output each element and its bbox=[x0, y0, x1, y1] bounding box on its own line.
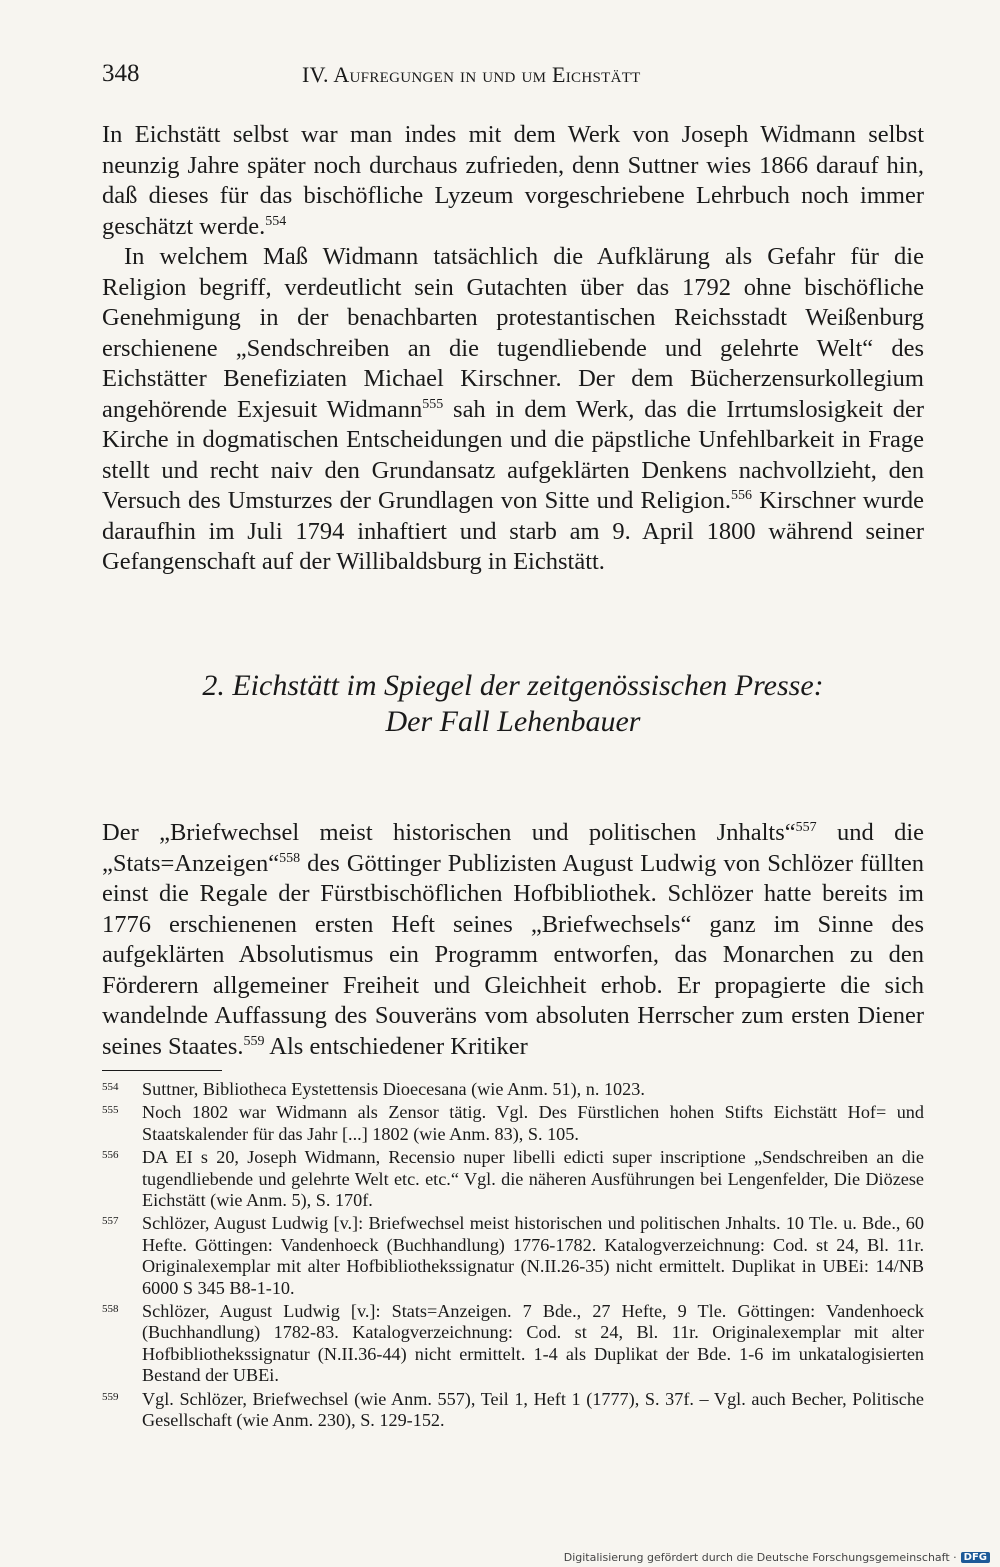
credit-text: Digitalisierung gefördert durch die Deutsche Forschungsgemeinschaft · bbox=[563, 1551, 957, 1564]
footnote bbox=[102, 1102, 924, 1145]
footnote-ref[interactable]: 559 bbox=[243, 1033, 265, 1049]
paragraph: In Eichstätt selbst war man indes mit dem Werk von Joseph Widmann selbst neunzig Jahre später noch durchaus zufrieden, denn Suttner wies 1866 darauf hin, daß dieses für das bischöfliche Lyzeum vorgeschriebene Lehrbuch noch immer geschätzt werde.$^{554}$ bbox=[102, 121, 924, 240]
dfg-logo: DFG bbox=[961, 1552, 990, 1563]
footnote-text: Vgl. Schlözer, Briefwechsel (wie Anm. 557), Teil 1, Heft 1 (1777), S. 37f. – Vgl. auch Becher, Politische Gesellschaft (wie Anm. 230), S. 129-152. bbox=[142, 1388, 924, 1431]
paragraph: Der „Briefwechsel meist historischen und politischen Jnhalts“$^{557}$ und die „Stats=Anzeigen“$^{558}$ des Göttinger Publizisten August Ludwig von Schlözer füllten einst die Regale der Fürstbischöflichen Hofbibliothek. Schlözer hatte bereits im 1776 erschienenen ersten Heft seines „Briefwechsels“ ganz im Sinne des aufgeklärten Absolutismus ein Programm entworfen, das Monarchen zu den Förderern allgemeiner Freiheit und Gleichheit erhob. Er propagierte die sich wandelnde Auffassung des Souveräns vom absoluten Herrscher zum ersten Diener seines Staates.$^{559}$ Als entschiedener Kritiker bbox=[102, 819, 925, 1060]
footnote-text: DA EI s 20, Joseph Widmann, Recensio nuper libelli edicti super inscriptione „Sendschreiben an die tugendliebende und gelehrte Welt etc. etc.“ Vgl. die näheren Ausführungen bei Lengenfelder, Die Diözese Eichstätt (wie Anm. 5), S. 170f. bbox=[142, 1147, 924, 1211]
section-title: 2. Eichstätt im Spiegel der zeitgenössischen Presse: Der Fall Lehenbauer bbox=[202, 669, 824, 738]
footnote bbox=[102, 1079, 924, 1100]
footnote-number: 559 bbox=[102, 1390, 119, 1403]
footnote-number: 557 bbox=[102, 1215, 119, 1228]
footnote-number: 556 bbox=[102, 1149, 119, 1162]
footnote-divider bbox=[102, 1070, 222, 1071]
footnote-ref[interactable]: 557 bbox=[795, 820, 817, 835]
footnote-text: Schlözer, August Ludwig [v.]: Stats=Anzeigen. 7 Bde., 27 Hefte, 9 Tle. Göttingen: Vandenhoeck (Buchhandlung) 1782-83. Katalogverzeichnung: Cod. st 24, Bl. 11r. Originalexemplar mit alter Hofbibliothekssignatur (N.II.36-44) nicht ermittelt. 1-4 als Duplikat der Bde. 1-6 im unkatalogisierten Bestand der UBEi. bbox=[142, 1301, 924, 1386]
digitization-credit bbox=[564, 1551, 990, 1564]
page-header bbox=[102, 60, 924, 90]
footnotes bbox=[102, 1079, 924, 1434]
footnote-number: 555 bbox=[102, 1104, 119, 1117]
footnote-number: 558 bbox=[102, 1303, 119, 1316]
footnote-text: Noch 1802 war Widmann als Zensor tätig. Vgl. Des Fürstlichen hohen Stifts Eichstätt Hof= und Staatskalender für das Jahr [...] 1802 (wie Anm. 83), S. 105. bbox=[142, 1102, 924, 1144]
page-number: 348 bbox=[102, 60, 140, 87]
running-head: IV. Aufregungen in und um Eichstätt bbox=[302, 62, 641, 87]
footnote bbox=[102, 1213, 924, 1299]
footnote-text: Suttner, Bibliotheca Eystettensis Dioecesana (wie Anm. 51), n. 1023. bbox=[142, 1079, 645, 1099]
footnote-ref[interactable]: 558 bbox=[279, 850, 301, 866]
body-text bbox=[102, 120, 924, 578]
footnote bbox=[102, 1389, 924, 1432]
footnote-ref[interactable]: 556 bbox=[730, 488, 752, 503]
footnote bbox=[102, 1147, 924, 1211]
footnote-number: 554 bbox=[102, 1081, 119, 1093]
footnote-ref[interactable]: 554 bbox=[265, 213, 287, 229]
footnote-ref[interactable]: 555 bbox=[422, 396, 444, 412]
footnote-text: Schlözer, August Ludwig [v.]: Briefwechsel meist historischen und politischen Jnhalts. 10 Tle. u. Bde., 60 Hefte. Göttingen: Vandenhoeck (Buchhandlung) 1776-1782. Katalogverzeichnung: Cod. st 24, Bl. 11r. Originalexemplar mit alter Hofbibliothekssignatur (N.II.26-35) nicht ermittelt. Duplikat in UBEi: 14/NB 6000 S 345 B8-1-10. bbox=[142, 1213, 924, 1298]
footnote bbox=[102, 1301, 924, 1387]
section-body-text bbox=[102, 818, 924, 1062]
paragraph: In welchem Maß Widmann tatsächlich die Aufklärung als Gefahr für die Religion begriff, verdeutlicht sein Gutachten über das 1792 ohne bischöfliche Genehmigung in der benachbarten protestantischen Reichsstadt Weißenburg erschienene „Sendschreiben an die tugendliebende und gelehrte Welt“ des Eichstätter Benefiziaten Michael Kirschner. Der dem Bücherzensurkollegium angehörende Exjesuit Widmann$^{555}$ sah in dem Werk, das die Irrtumslosigkeit der Kirche in dogmatischen Entscheidungen und die päpstliche Unfehlbarkeit in Frage stellt und recht naiv den Grundansatz aufgeklärten Denkens nachvollzieht, den Versuch des Umsturzes der Grundlagen von Sitte und Religion.$^{556}$ Kirschner wurde daraufhin im Juli 1794 inhaftiert und starb am 9. April 1800 während seiner Gefangenschaft auf der Willibaldsburg in Eichstätt. bbox=[102, 243, 924, 575]
